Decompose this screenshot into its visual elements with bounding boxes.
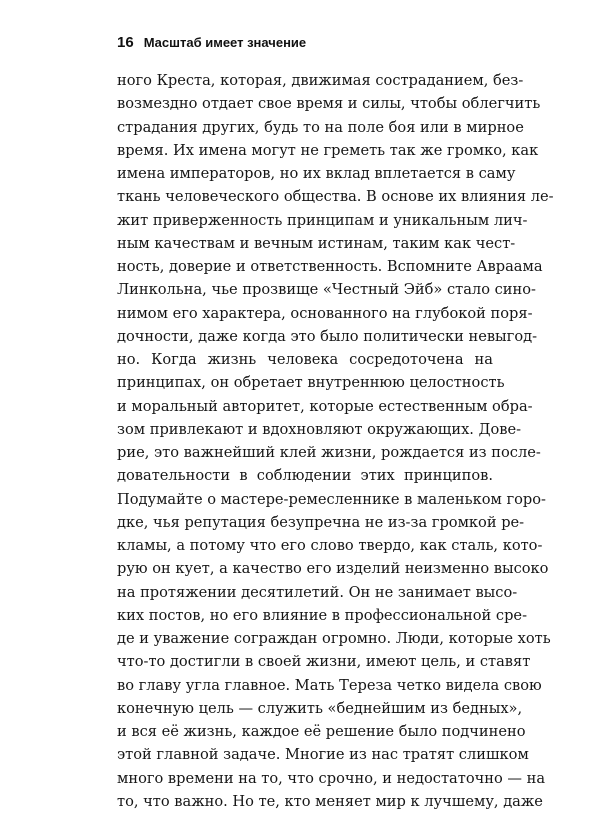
running-title: Масштаб имеет значение (143, 35, 307, 50)
text-line: конечную цель — служить «беднейшим из бедных», (117, 699, 523, 717)
text-line: ным качествам и вечным истинам, таким как чест- (117, 234, 516, 252)
text-line: имена императоров, но их вклад вплетается в саму (117, 165, 516, 182)
text-line: и вся её жизнь, каждое её решение было подчинено (117, 723, 526, 740)
text-line: Подумайте о мастере-ремесленнике в маленьком горо- (117, 490, 546, 508)
text-line: страдания других, будь то на поле боя или в мирное (117, 118, 524, 136)
text-line: на протяжении десятилетий. Он не занимает высо- (117, 583, 518, 601)
page-number: 16 (117, 34, 134, 51)
text-line: ткань человеческого общества. В основе их влияния ле- (117, 188, 554, 206)
text-line: что-то достигли в своей жизни, имеют цель, и ставят (117, 653, 531, 671)
text-line: дке, чья репутация безупречна не из-за громкой ре- (117, 513, 525, 531)
text-line: но. Когда жизнь человека сосредоточена на (117, 351, 493, 368)
text-line: довательности в соблюдении этих принципов. (117, 467, 493, 485)
text-line: кламы, а потому что его слово твердо, как сталь, кото- (117, 537, 543, 554)
text-line: ких постов, но его влияние в профессиональной сре- (117, 606, 528, 624)
text-line: этой главной задаче. Многие из нас тратят слишком (117, 746, 529, 764)
text-line: нимом его характера, основанного на глубокой поря- (117, 304, 533, 322)
text-line: рую он кует, а качество его изделий неизменно высоко (117, 560, 549, 578)
running-head (117, 34, 306, 54)
text-line: жит приверженность принципам и уникальным лич- (117, 211, 528, 229)
text-line: то, что важно. Но те, кто меняет мир к лучшему, даже (117, 792, 543, 810)
text-line: де и уважение сограждан огромно. Люди, которые хоть (117, 630, 551, 647)
text-line: время. Их имена могут не греметь так же громко, как (117, 141, 539, 159)
text-line: зом привлекают и вдохновляют окружающих. Дове- (117, 420, 522, 438)
text-line: во главу угла главное. Мать Тереза четко видела свою (117, 676, 542, 694)
text-line: возмездно отдает свое время и силы, чтобы облегчить (117, 95, 541, 113)
text-line: и моральный авторитет, которые естественным обра- (117, 397, 533, 415)
text-line: Линкольна, чье прозвище «Честный Эйб» стало сино- (117, 281, 536, 299)
text-line: ность, доверие и ответственность. Вспомните Авраама (117, 258, 543, 275)
text-line: много времени на то, что срочно, и недостаточно — на (117, 769, 546, 787)
text-line: принципах, он обретает внутреннюю целостность (117, 374, 505, 392)
text-line: дочности, даже когда это было политически невыгод- (117, 327, 538, 345)
text-line: ного Креста, которая, движимая состраданием, без- (117, 72, 524, 89)
body-text (117, 69, 554, 813)
text-line: рие, это важнейший клей жизни, рождается из после- (117, 444, 541, 461)
